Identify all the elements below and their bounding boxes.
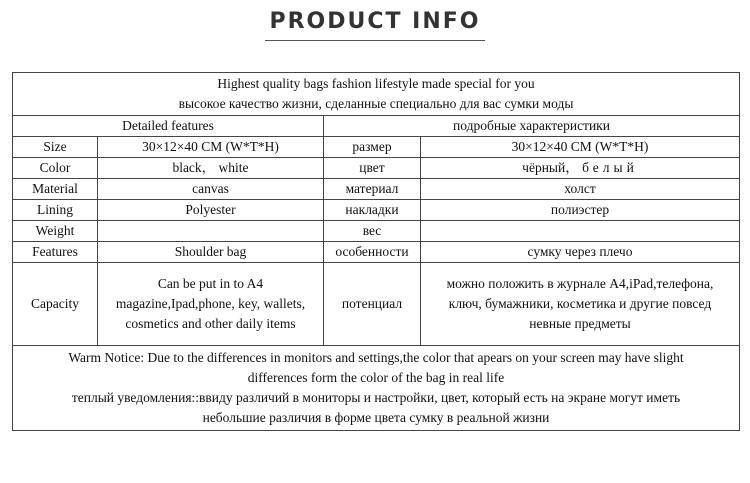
section-header-en: Detailed features bbox=[13, 116, 324, 137]
table-row-lining bbox=[13, 200, 740, 221]
section-header-ru: подробные характеристики bbox=[324, 116, 740, 137]
intro-cell bbox=[13, 73, 740, 116]
label-weight-ru: вес bbox=[324, 221, 421, 242]
value-weight-en bbox=[98, 221, 324, 242]
intro-en: Highest quality bags fashion lifestyle made special for you bbox=[217, 76, 535, 91]
capacity-ru-line: ключ, бумажники, косметика и другие повсед bbox=[448, 296, 712, 311]
table-row-features bbox=[13, 242, 740, 263]
page-header bbox=[0, 8, 750, 36]
label-capacity-ru: потенциал bbox=[324, 263, 421, 346]
table-row-color bbox=[13, 158, 740, 179]
label-capacity-en: Capacity bbox=[13, 263, 98, 346]
value-size-en: 30×12×40 CM (W*T*H) bbox=[98, 137, 324, 158]
label-lining-ru: накладки bbox=[324, 200, 421, 221]
notice-en-line-1: Warm Notice: Due to the differences in monitors and settings,the color that apears on your screen may have slight bbox=[68, 350, 684, 365]
notice-row bbox=[13, 346, 740, 431]
label-material-en: Material bbox=[13, 179, 98, 200]
value-capacity-en bbox=[98, 263, 324, 346]
value-capacity-ru bbox=[421, 263, 740, 346]
value-features-ru: сумку через плечо bbox=[421, 242, 740, 263]
product-info-table bbox=[12, 72, 740, 431]
label-features-ru: особенности bbox=[324, 242, 421, 263]
page-title: PRODUCT INFO bbox=[269, 9, 481, 34]
value-material-ru: холст bbox=[421, 179, 740, 200]
value-size-ru: 30×12×40 CM (W*T*H) bbox=[421, 137, 740, 158]
capacity-ru-line: невные предметы bbox=[529, 316, 631, 331]
intro-row bbox=[13, 73, 740, 116]
table-row-weight bbox=[13, 221, 740, 242]
value-color-ru-black: чёрный， bbox=[522, 160, 579, 175]
label-color-ru: цвет bbox=[324, 158, 421, 179]
label-size-ru: размер bbox=[324, 137, 421, 158]
label-size-en: Size bbox=[13, 137, 98, 158]
intro-ru: высокое качество жизни, сделанные специально для вас сумки моды bbox=[178, 96, 574, 111]
notice-ru-line-1: теплый уведомления::ввиду различий в мониторы и настройки, цвет, который есть на экране могут иметь bbox=[71, 390, 681, 405]
value-color-en: black， white bbox=[98, 158, 324, 179]
value-color-ru-white: белый bbox=[582, 160, 638, 175]
notice-ru-line-2: небольшие различия в форме цвета сумку в реальной жизни bbox=[202, 410, 550, 425]
value-weight-ru bbox=[421, 221, 740, 242]
value-lining-ru: полиэстер bbox=[421, 200, 740, 221]
label-lining-en: Lining bbox=[13, 200, 98, 221]
notice-en-line-2: differences form the color of the bag in real life bbox=[247, 370, 505, 385]
table-row-material bbox=[13, 179, 740, 200]
capacity-ru-line: можно положить в журнале A4,iPad,телефона, bbox=[446, 276, 714, 291]
title-underline bbox=[265, 40, 485, 41]
table-row-capacity bbox=[13, 263, 740, 346]
notice-cell bbox=[13, 346, 740, 431]
value-features-en: Shoulder bag bbox=[98, 242, 324, 263]
label-features-en: Features bbox=[13, 242, 98, 263]
capacity-en-line: Can be put in to A4 bbox=[157, 276, 264, 291]
value-material-en: canvas bbox=[98, 179, 324, 200]
label-weight-en: Weight bbox=[13, 221, 98, 242]
capacity-en-line: magazine,Ipad,phone, key, wallets, bbox=[115, 296, 306, 311]
table-row-size bbox=[13, 137, 740, 158]
section-header-row bbox=[13, 116, 740, 137]
value-color-ru bbox=[421, 158, 740, 179]
label-color-en: Color bbox=[13, 158, 98, 179]
label-material-ru: материал bbox=[324, 179, 421, 200]
capacity-en-line: cosmetics and other daily items bbox=[125, 316, 296, 331]
value-lining-en: Polyester bbox=[98, 200, 324, 221]
